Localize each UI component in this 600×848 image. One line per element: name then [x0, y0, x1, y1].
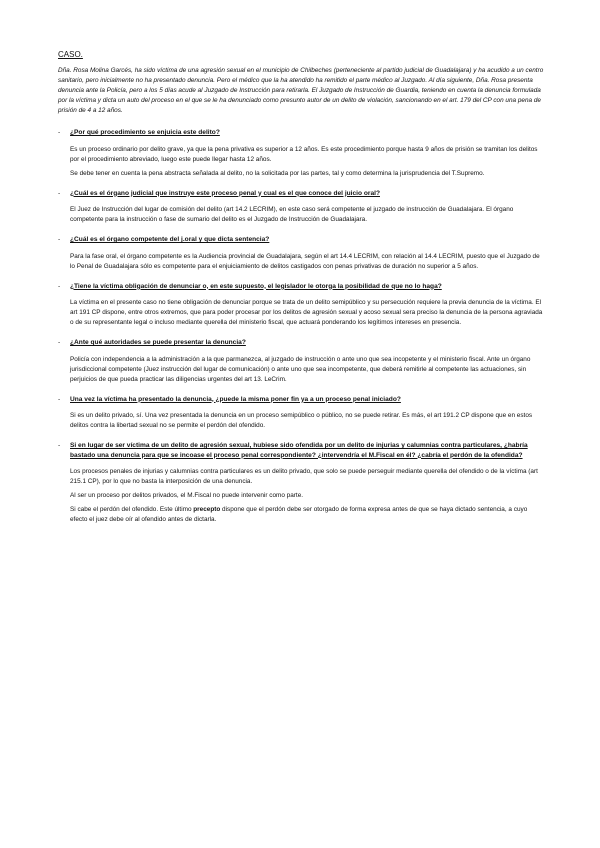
- question-text: ¿Tiene la víctima obligación de denunciar o, en este supuesto, el legislador le otorga la posibilidad de que no lo haga?: [70, 282, 442, 290]
- answer-paragraph: Si es un delito privado, sí. Una vez presentada la denuncia en un proceso semipúblico o público, no se puede retirar. Es más, el art 191.2 CP dispone que en estos delitos contra la libertad sexual no se permite el perdón del ofendido.: [70, 412, 533, 429]
- question-text: ¿Ante qué autoridades se puede presentar la denuncia?: [70, 339, 246, 346]
- qa-item: [58, 189, 546, 226]
- bullet-dash: -: [58, 236, 61, 243]
- question-text: ¿Cuál es el órgano judicial que instruye este proceso penal y cual es el que conoce del juicio oral?: [70, 189, 380, 197]
- case-intro: Dña. Rosa Molina Garcés, ha sido víctima de una agresión sexual en el municipio de Chilbeches (perteneciente al partido judicial de Guadalajara) y ha acudido a un centro sanitario, pero inicialmente no ha presentado denuncia. Pero el médico que la ha atendido ha remitido el parte médico al Juzgado. Al día siguiente, Dña. Rosa presenta denuncia ante la Policía, pero a los 5 días acude al Juzgado de Instrucción para retirarla. El Juzgado de Instrucción de Guardia, teniendo en cuenta la denuncia formulada por la víctima y dicta un auto del proceso en el que se le ha denunciado como presunto autor de un delito de violación, sancionando en el art. 179 del CP con una pena de prisión de 4 a 12 años.: [58, 67, 544, 114]
- case-title: CASO.: [58, 50, 83, 59]
- question-text: Si en lugar de ser víctima de un delito de agresión sexual, hubiese sido ofendida por un delito de injurias y calumnias contra particulares, ¿habría bastado una denuncia para que se incoase el proceso penal correspondiente? ¿intervendría el M.Fiscal en él? ¿cabría el perdón de la ofendida?: [70, 442, 528, 459]
- qa-item: [58, 395, 546, 432]
- document-body: [58, 50, 546, 535]
- question-heading: [58, 282, 546, 292]
- bullet-dash: -: [58, 282, 61, 290]
- answer-paragraph: Se debe tener en cuenta la pena abstracta señalada al delito, no la solicitada por las partes, tal y como determina la jurisprudencia del T.Supremo.: [70, 169, 485, 177]
- answer-paragraph: Si cabe el perdón del ofendido. Este último precepto dispone que el perdón debe ser otorgado de forma expresa antes de que se haya dictado sentencia, a cuyo efecto el juez debe oír al ofendido antes de dictarla.: [70, 506, 528, 523]
- bullet-dash: -: [58, 129, 61, 136]
- answer-paragraph: Para la fase oral, el órgano competente es la Audiencia provincial de Guadalajara, según el art 14.4 LECRIM, con relación al 14.4 LECRIM, puesto que el Juzgado de lo Penal de Guadalajara sólo es competente para el enjuiciamiento de delitos castigados con penas privativas de duración no superior a 5 años.: [70, 252, 540, 270]
- question-heading: [58, 128, 546, 138]
- qa-list: [58, 128, 546, 525]
- qa-item: [58, 282, 546, 329]
- answer-paragraph: Policía con independencia a la administración a la que parmanezca, al juzgado de instrucción o ante uno que sea incopetente y el ministerio fiscal. Ante un órgano jurisdiccional competente (Juez instrucción del lugar de comunicación) o ante uno que sea incompetente, que deberá remitirle al competente las actuaciones, sin perjuicios de que pueda practicar las diligencias urgentes del art 13. LeCrim.: [70, 355, 531, 383]
- question-heading: [58, 338, 546, 348]
- bullet-dash: -: [58, 189, 61, 197]
- answer-paragraph: El Juez de Instrucción del lugar de comisión del delito (art 14.2 LECRIM), en este caso será competente el juzgado de instrucción de Guadalajara. El órgano competente para la instrucción o fase de sumario del delito es el Juzgado de Instrucción de Guadalajara.: [70, 206, 514, 223]
- bullet-dash: -: [58, 395, 61, 403]
- qa-item: [58, 338, 546, 385]
- question-heading: [58, 189, 546, 199]
- answer-paragraph: Los procesos penales de injurias y calumnias contra particulares es un delito privado, que solo se puede perseguir mediante querella del ofendido o de la víctima (art 215.1 CP), por lo que no basta la interposición de una denuncia.: [70, 468, 538, 485]
- qa-item: [58, 235, 546, 272]
- answer-paragraph: Es un proceso ordinario por delito grave, ya que la pena privativa es superior a 12 años. Es este procedimiento porque hasta 9 años de prisión se tramitan los delitos por el procedimiento abreviado, luego este puede llegar hasta 12 años.: [70, 145, 538, 163]
- question-text: ¿Cuál es el órgano competente del j.oral y que dicta sentencia?: [70, 236, 270, 243]
- question-text: Una vez la víctima ha presentado la denuncia, ¿puede la misma poner fin ya a un proceso penal iniciado?: [70, 395, 401, 403]
- question-heading: [58, 441, 546, 460]
- question-heading: [58, 395, 546, 405]
- bullet-dash: -: [58, 339, 61, 346]
- bullet-dash: -: [58, 442, 61, 449]
- qa-item: [58, 128, 546, 179]
- question-text: ¿Por qué procedimiento se enjuicia este delito?: [70, 129, 220, 136]
- answer-paragraph: La víctima en el presente caso no tiene obligación de denunciar porque se trata de un delito semipúblico y su persecución requiere la previa denuncia de la víctima. El art 191 CP dispone, entre otros extremos, que para poder procesar por los delitos de agresión sexual y acoso sexual sera preciso la denuncia de la persona agraviada o de su representante legal o incluso mediante querella del ministerio fiscal, que actuará ponderando los legítimos intereses en presencia.: [70, 299, 543, 326]
- answer-paragraph: Al ser un proceso por delitos privados, el M.Fiscal no puede intervenir como parte.: [70, 492, 304, 499]
- qa-item: [58, 441, 546, 525]
- question-heading: [58, 235, 546, 245]
